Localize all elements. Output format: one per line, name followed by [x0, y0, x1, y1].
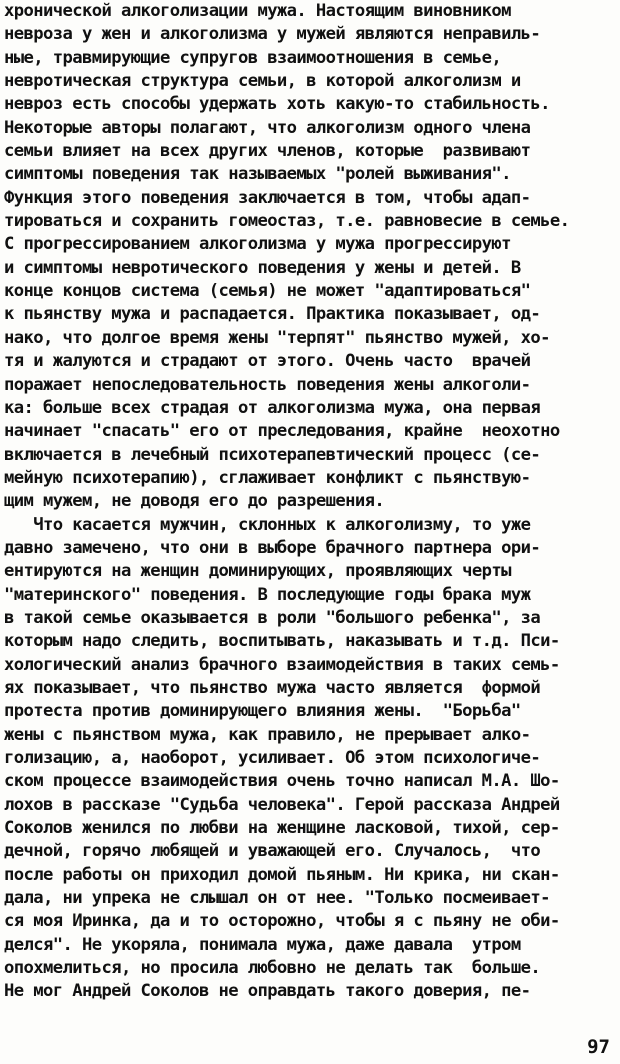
body-text — [4, 0, 616, 1004]
text-line: голизацию, а, наоборот, усиливает. Об этом психологиче- — [4, 748, 541, 768]
text-line: невроза у жен и алкоголизма у мужей являются неправиль- — [4, 24, 541, 45]
text-line: делся". Не укоряла, понимала мужа, даже давала утром — [4, 934, 521, 955]
text-line: которым надо следить, воспитывать, наказывать и т.д. Пси- — [4, 631, 560, 652]
text-line: семьи влияет на всех других членов, которые развивают — [4, 141, 531, 162]
text-line: начинает "спасать" его от преследования, крайне неохотно — [4, 421, 560, 442]
text-line: в такой семье оказывается в роли "большого ребенка", за — [4, 607, 541, 628]
text-line: жены с пьянством мужа, как правило, не прерывает алко- — [4, 724, 531, 745]
text-line: тя и жалуются и страдают от этого. Очень часто врачей — [4, 351, 531, 372]
text-line: С прогрессированием алкоголизма у мужа прогрессируют — [4, 234, 511, 255]
text-line: щим мужем, не доводя его до разрешения. — [4, 491, 385, 512]
text-line: "материнского" поведения. В последующие годы брака муж — [4, 584, 531, 605]
page-number: 97 — [587, 1036, 610, 1058]
text-line: протеста против доминирующего влияния жены. "Борьба" — [4, 701, 521, 722]
text-line: симптомы поведения так называемых "ролей выживания". — [4, 164, 511, 185]
text-line: опохмелиться, но просила любовно не делать так больше. — [4, 958, 541, 979]
text-line: поражает непоследовательность поведения жены алкоголи- — [4, 374, 531, 395]
text-line: Функция этого поведения заключается в том, чтобы адап- — [4, 187, 531, 208]
text-line: конце концов система (семья) не может "адаптироваться" — [4, 281, 531, 302]
text-line: мейную психотерапию), сглаживает конфликт с пьянствую- — [4, 467, 531, 488]
text-line: давно замечено, что они в выборе брачного партнера ори- — [4, 537, 541, 558]
text-line: нако, что долгое время жены "терпят" пьянство мужей, хо- — [4, 327, 550, 348]
text-line: ные, травмирующие супругов взаимоотношения в семье, — [4, 47, 502, 68]
text-line: Соколов женился по любви на женщине ласковой, тихой, сер- — [4, 818, 560, 839]
text-line: к пьянству мужа и распадается. Практика показывает, од- — [4, 304, 541, 325]
text-line: после работы он приходил домой пьяным. Ни крика, ни скан- — [4, 864, 560, 885]
text-line: ях показывает, что пьянство мужа часто является формой — [4, 677, 541, 698]
text-line: невротическая структура семьи, в которой алкоголизм и — [4, 71, 521, 92]
text-line: ся моя Иринка, да и то осторожно, чтобы я с пьяну не оби- — [4, 911, 560, 932]
text-line: ка: больше всех страдая от алкоголизма мужа, она первая — [4, 397, 541, 418]
text-line: невроз есть способы удержать хоть какую-то стабильность. — [4, 94, 550, 115]
text-line: хронической алкоголизации мужа. Настоящим виновником — [4, 1, 511, 21]
text-line: лохов в рассказе "Судьба человека". Герой рассказа Андрей — [4, 794, 560, 815]
text-line: и симптомы невротического поведения у жены и детей. В — [4, 257, 521, 278]
text-line: Не мог Андрей Соколов не оправдать такого доверия, пе- — [4, 981, 531, 1002]
text-line: дала, ни упрека не слышал он от нее. "Только посмеивает- — [4, 888, 550, 909]
text-line: Что касается мужчин, склонных к алкоголизму, то уже — [4, 514, 531, 535]
text-line: ском процессе взаимодействия очень точно написал М.А. Шо- — [4, 771, 560, 792]
text-line: Некоторые авторы полагают, что алкоголизм одного члена — [4, 117, 531, 138]
text-line: хологический анализ брачного взаимодействия в таких семь- — [4, 654, 560, 675]
text-line: тироваться и сохранить гомеостаз, т.е. равновесие в семье. — [4, 211, 570, 232]
text-line: включается в лечебный психотерапевтический процесс (се- — [4, 444, 541, 465]
text-line: дечной, горячо любящей и уважающей его. Случалось, что — [4, 841, 541, 862]
text-line: ентируются на женщин доминирующих, проявляющих черты — [4, 561, 511, 582]
